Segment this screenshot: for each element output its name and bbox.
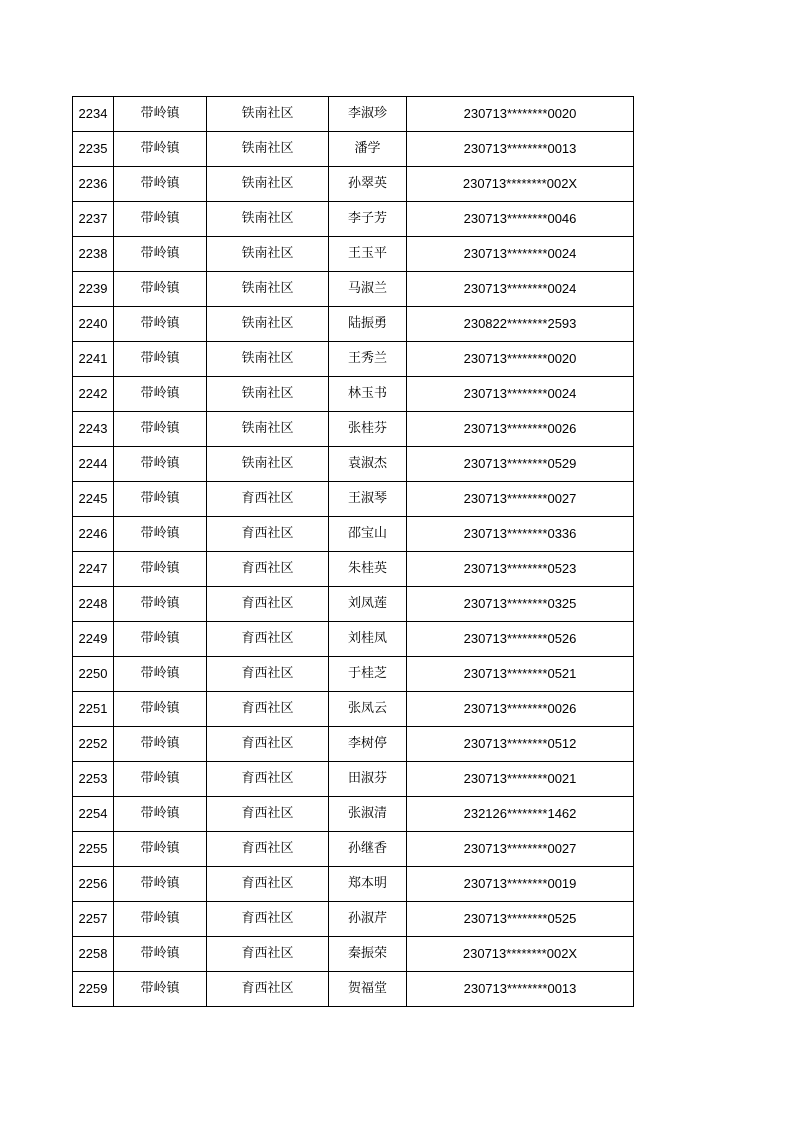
cell-serial-number: 2239 (73, 272, 114, 307)
cell-id-number: 230713********0021 (407, 762, 634, 797)
cell-serial-number: 2240 (73, 307, 114, 342)
cell-serial-number: 2245 (73, 482, 114, 517)
table-row (73, 902, 634, 937)
cell-community: 育西社区 (207, 657, 329, 692)
table-row (73, 727, 634, 762)
cell-town: 带岭镇 (114, 272, 207, 307)
cell-town: 带岭镇 (114, 622, 207, 657)
cell-id-number: 230713********0027 (407, 832, 634, 867)
cell-community: 育西社区 (207, 587, 329, 622)
cell-community: 育西社区 (207, 797, 329, 832)
table-row (73, 517, 634, 552)
cell-serial-number: 2247 (73, 552, 114, 587)
cell-serial-number: 2251 (73, 692, 114, 727)
cell-serial-number: 2253 (73, 762, 114, 797)
cell-serial-number: 2242 (73, 377, 114, 412)
cell-community: 铁南社区 (207, 412, 329, 447)
cell-id-number: 230822********2593 (407, 307, 634, 342)
roster-table (72, 96, 634, 1007)
cell-id-number: 230713********0336 (407, 517, 634, 552)
cell-id-number: 230713********0019 (407, 867, 634, 902)
cell-serial-number: 2257 (73, 902, 114, 937)
cell-community: 育西社区 (207, 972, 329, 1007)
cell-town: 带岭镇 (114, 412, 207, 447)
cell-id-number: 230713********0026 (407, 412, 634, 447)
cell-id-number: 230713********0525 (407, 902, 634, 937)
table-row (73, 482, 634, 517)
table-row (73, 342, 634, 377)
table-row (73, 447, 634, 482)
cell-town: 带岭镇 (114, 132, 207, 167)
cell-person-name: 王玉平 (329, 237, 407, 272)
table-row (73, 167, 634, 202)
cell-id-number: 230713********0020 (407, 342, 634, 377)
cell-serial-number: 2237 (73, 202, 114, 237)
cell-id-number: 230713********0512 (407, 727, 634, 762)
cell-person-name: 潘学 (329, 132, 407, 167)
cell-town: 带岭镇 (114, 202, 207, 237)
cell-person-name: 张桂芬 (329, 412, 407, 447)
cell-id-number: 230713********0024 (407, 272, 634, 307)
cell-person-name: 李淑珍 (329, 97, 407, 132)
cell-town: 带岭镇 (114, 797, 207, 832)
cell-community: 育西社区 (207, 762, 329, 797)
cell-town: 带岭镇 (114, 972, 207, 1007)
cell-person-name: 李树停 (329, 727, 407, 762)
cell-serial-number: 2255 (73, 832, 114, 867)
cell-community: 育西社区 (207, 832, 329, 867)
cell-community: 育西社区 (207, 902, 329, 937)
table-row (73, 412, 634, 447)
cell-id-number: 230713********0013 (407, 972, 634, 1007)
cell-town: 带岭镇 (114, 447, 207, 482)
cell-community: 铁南社区 (207, 447, 329, 482)
table-row (73, 237, 634, 272)
cell-person-name: 于桂芝 (329, 657, 407, 692)
cell-person-name: 孙继香 (329, 832, 407, 867)
cell-town: 带岭镇 (114, 342, 207, 377)
table-row (73, 587, 634, 622)
table-row (73, 762, 634, 797)
cell-person-name: 郑本明 (329, 867, 407, 902)
cell-community: 铁南社区 (207, 202, 329, 237)
cell-serial-number: 2234 (73, 97, 114, 132)
table-row (73, 202, 634, 237)
cell-id-number: 230713********0529 (407, 447, 634, 482)
cell-person-name: 秦振荣 (329, 937, 407, 972)
cell-id-number: 230713********0026 (407, 692, 634, 727)
cell-person-name: 张凤云 (329, 692, 407, 727)
cell-person-name: 王秀兰 (329, 342, 407, 377)
cell-community: 育西社区 (207, 937, 329, 972)
cell-town: 带岭镇 (114, 692, 207, 727)
cell-community: 育西社区 (207, 482, 329, 517)
cell-town: 带岭镇 (114, 937, 207, 972)
cell-serial-number: 2238 (73, 237, 114, 272)
cell-serial-number: 2254 (73, 797, 114, 832)
cell-id-number: 230713********0526 (407, 622, 634, 657)
cell-id-number: 230713********0013 (407, 132, 634, 167)
cell-town: 带岭镇 (114, 517, 207, 552)
table-row (73, 692, 634, 727)
cell-community: 铁南社区 (207, 167, 329, 202)
cell-serial-number: 2249 (73, 622, 114, 657)
cell-person-name: 田淑芬 (329, 762, 407, 797)
cell-community: 育西社区 (207, 692, 329, 727)
cell-id-number: 230713********0523 (407, 552, 634, 587)
cell-community: 育西社区 (207, 552, 329, 587)
cell-community: 铁南社区 (207, 132, 329, 167)
cell-id-number: 230713********0521 (407, 657, 634, 692)
table-row (73, 867, 634, 902)
cell-person-name: 马淑兰 (329, 272, 407, 307)
cell-person-name: 邵宝山 (329, 517, 407, 552)
cell-town: 带岭镇 (114, 727, 207, 762)
cell-serial-number: 2241 (73, 342, 114, 377)
cell-serial-number: 2246 (73, 517, 114, 552)
cell-serial-number: 2236 (73, 167, 114, 202)
table-row (73, 972, 634, 1007)
cell-community: 育西社区 (207, 517, 329, 552)
cell-serial-number: 2244 (73, 447, 114, 482)
table-row (73, 307, 634, 342)
cell-id-number: 230713********0027 (407, 482, 634, 517)
cell-serial-number: 2258 (73, 937, 114, 972)
cell-town: 带岭镇 (114, 307, 207, 342)
cell-serial-number: 2235 (73, 132, 114, 167)
cell-town: 带岭镇 (114, 552, 207, 587)
cell-id-number: 230713********0024 (407, 237, 634, 272)
cell-town: 带岭镇 (114, 902, 207, 937)
cell-person-name: 王淑琴 (329, 482, 407, 517)
cell-community: 铁南社区 (207, 307, 329, 342)
cell-id-number: 230713********0325 (407, 587, 634, 622)
table-row (73, 552, 634, 587)
cell-person-name: 刘桂凤 (329, 622, 407, 657)
table-row (73, 132, 634, 167)
cell-serial-number: 2256 (73, 867, 114, 902)
table-row (73, 937, 634, 972)
cell-id-number: 230713********0024 (407, 377, 634, 412)
cell-serial-number: 2250 (73, 657, 114, 692)
cell-person-name: 袁淑杰 (329, 447, 407, 482)
cell-town: 带岭镇 (114, 237, 207, 272)
cell-serial-number: 2243 (73, 412, 114, 447)
cell-id-number: 230713********002X (407, 167, 634, 202)
cell-person-name: 李子芳 (329, 202, 407, 237)
cell-town: 带岭镇 (114, 97, 207, 132)
table-row (73, 797, 634, 832)
cell-person-name: 贺福堂 (329, 972, 407, 1007)
cell-community: 育西社区 (207, 727, 329, 762)
cell-town: 带岭镇 (114, 762, 207, 797)
cell-person-name: 陆振勇 (329, 307, 407, 342)
table-row (73, 832, 634, 867)
cell-person-name: 刘凤莲 (329, 587, 407, 622)
table-row (73, 657, 634, 692)
cell-community: 铁南社区 (207, 272, 329, 307)
table-row (73, 97, 634, 132)
cell-person-name: 林玉书 (329, 377, 407, 412)
cell-id-number: 230713********0046 (407, 202, 634, 237)
cell-town: 带岭镇 (114, 867, 207, 902)
cell-town: 带岭镇 (114, 587, 207, 622)
cell-town: 带岭镇 (114, 167, 207, 202)
cell-person-name: 孙翠英 (329, 167, 407, 202)
cell-serial-number: 2259 (73, 972, 114, 1007)
cell-community: 铁南社区 (207, 342, 329, 377)
cell-community: 育西社区 (207, 867, 329, 902)
cell-person-name: 张淑清 (329, 797, 407, 832)
cell-id-number: 230713********0020 (407, 97, 634, 132)
cell-id-number: 230713********002X (407, 937, 634, 972)
cell-community: 铁南社区 (207, 237, 329, 272)
cell-community: 铁南社区 (207, 97, 329, 132)
roster-table-body (73, 97, 634, 1007)
cell-town: 带岭镇 (114, 377, 207, 412)
cell-person-name: 孙淑芹 (329, 902, 407, 937)
table-row (73, 622, 634, 657)
cell-serial-number: 2248 (73, 587, 114, 622)
cell-person-name: 朱桂英 (329, 552, 407, 587)
cell-id-number: 232126********1462 (407, 797, 634, 832)
cell-serial-number: 2252 (73, 727, 114, 762)
cell-community: 育西社区 (207, 622, 329, 657)
table-row (73, 272, 634, 307)
cell-community: 铁南社区 (207, 377, 329, 412)
cell-town: 带岭镇 (114, 657, 207, 692)
cell-town: 带岭镇 (114, 482, 207, 517)
table-row (73, 377, 634, 412)
cell-town: 带岭镇 (114, 832, 207, 867)
